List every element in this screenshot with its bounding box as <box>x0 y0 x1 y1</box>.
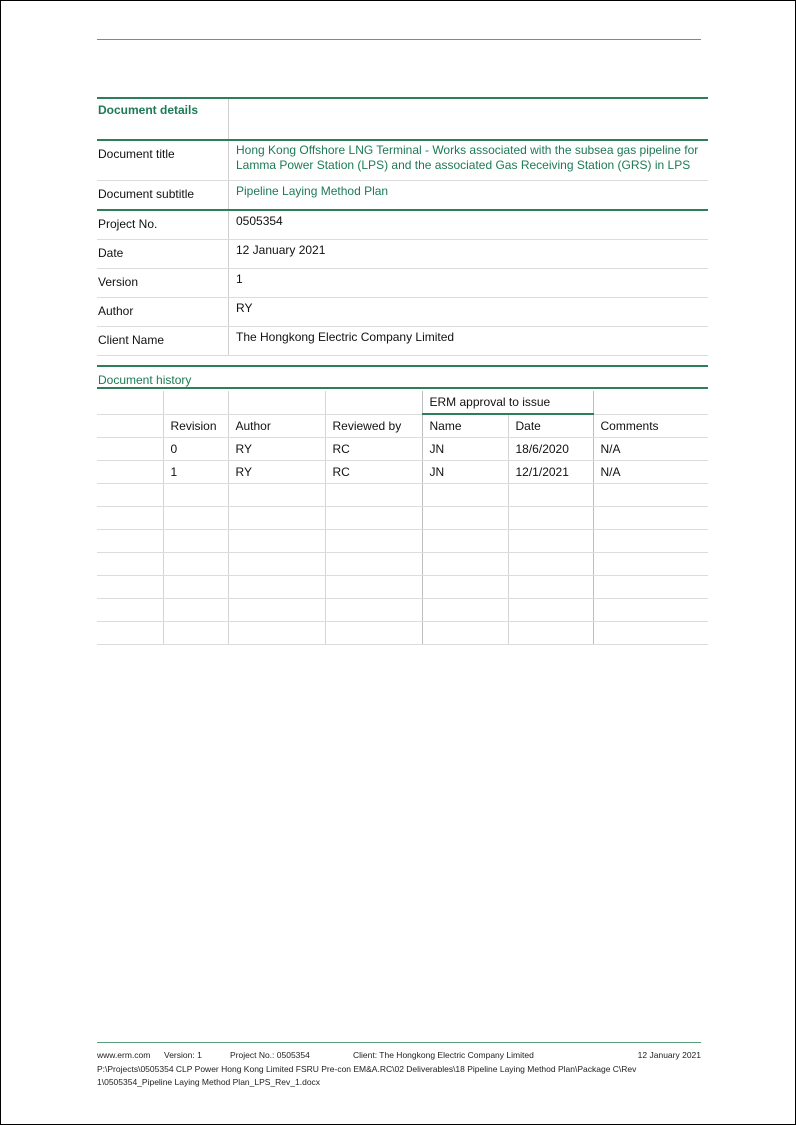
history-cell <box>228 599 325 622</box>
history-cell <box>325 391 422 414</box>
page-footer <box>97 1050 701 1089</box>
cell-name: JN <box>422 438 508 461</box>
history-cell <box>422 599 508 622</box>
history-cell <box>508 576 593 599</box>
value-document-subtitle: Pipeline Laying Method Plan <box>229 181 709 211</box>
footer-rule <box>97 1042 701 1043</box>
footer-website: www.erm.com <box>97 1050 151 1060</box>
details-row-author <box>97 298 708 327</box>
value-client-name: The Hongkong Electric Company Limited <box>229 327 709 356</box>
cell-comments: N/A <box>593 438 708 461</box>
history-cell <box>593 553 708 576</box>
cell-date: 18/6/2020 <box>508 438 593 461</box>
label-author: Author <box>97 298 229 327</box>
cell-author: RY <box>228 461 325 484</box>
value-project-no: 0505354 <box>229 210 709 240</box>
details-row-date <box>97 240 708 269</box>
col-comments: Comments <box>593 414 708 438</box>
history-cell <box>228 576 325 599</box>
col-author: Author <box>228 414 325 438</box>
label-client-name: Client Name <box>97 327 229 356</box>
footer-version: Version: 1 <box>164 1050 202 1060</box>
history-cell <box>593 599 708 622</box>
history-cell <box>508 553 593 576</box>
history-cell <box>97 553 163 576</box>
history-cell <box>593 391 708 414</box>
empty-row <box>97 484 708 507</box>
label-document-title: Document title <box>97 140 229 181</box>
table-row <box>97 438 708 461</box>
history-cell <box>97 484 163 507</box>
details-row-project <box>97 210 708 240</box>
history-header-row <box>97 414 708 438</box>
history-cell <box>508 622 593 645</box>
history-cell <box>508 599 593 622</box>
history-cell <box>163 576 228 599</box>
history-cell <box>325 484 422 507</box>
details-row-subtitle <box>97 181 708 211</box>
col-reviewed-by: Reviewed by <box>325 414 422 438</box>
footer-date: 12 January 2021 <box>637 1050 701 1060</box>
empty-row <box>97 553 708 576</box>
empty-row <box>97 622 708 645</box>
col-revision: Revision <box>163 414 228 438</box>
details-heading-value <box>229 98 709 140</box>
history-cell <box>325 599 422 622</box>
value-document-title: Hong Kong Offshore LNG Terminal - Works associated with the subsea gas pipeline for Lamma Power Station (LPS) and the associated Gas Receiving Station (GRS) in LPS <box>229 140 709 181</box>
label-version: Version <box>97 269 229 298</box>
history-cell <box>97 507 163 530</box>
footer-row <box>97 1050 701 1062</box>
erm-approval-header: ERM approval to issue <box>422 391 593 414</box>
cell-reviewed-by: RC <box>325 438 422 461</box>
cell-revision: 0 <box>163 438 228 461</box>
history-cell <box>97 414 163 438</box>
history-cell <box>228 507 325 530</box>
history-cell <box>228 484 325 507</box>
empty-row <box>97 507 708 530</box>
value-version: 1 <box>229 269 709 298</box>
footer-project: Project No.: 0505354 <box>230 1050 310 1060</box>
empty-row <box>97 599 708 622</box>
cell-author: RY <box>228 438 325 461</box>
empty-row <box>97 576 708 599</box>
history-cell <box>228 553 325 576</box>
value-author: RY <box>229 298 709 327</box>
history-cell <box>97 622 163 645</box>
history-cell <box>228 391 325 414</box>
cell-reviewed-by: RC <box>325 461 422 484</box>
history-cell <box>163 484 228 507</box>
history-cell <box>325 507 422 530</box>
history-cell <box>593 484 708 507</box>
cell-name: JN <box>422 461 508 484</box>
history-cell <box>163 391 228 414</box>
value-date: 12 January 2021 <box>229 240 709 269</box>
history-cell <box>325 553 422 576</box>
cell-comments: N/A <box>593 461 708 484</box>
label-document-subtitle: Document subtitle <box>97 181 229 211</box>
history-cell <box>163 507 228 530</box>
history-cell <box>325 622 422 645</box>
history-cell <box>422 553 508 576</box>
history-cell <box>593 507 708 530</box>
history-cell <box>593 576 708 599</box>
header-rule <box>97 39 701 40</box>
history-cell <box>508 530 593 553</box>
history-cell <box>508 507 593 530</box>
empty-row <box>97 530 708 553</box>
details-row-title <box>97 140 708 181</box>
history-cell <box>422 622 508 645</box>
history-cell <box>422 530 508 553</box>
document-details-table <box>97 97 708 356</box>
label-project-no: Project No. <box>97 210 229 240</box>
col-date: Date <box>508 414 593 438</box>
history-cell <box>163 599 228 622</box>
history-cell <box>163 622 228 645</box>
table-row <box>97 461 708 484</box>
history-cell <box>228 622 325 645</box>
history-cell <box>163 530 228 553</box>
history-group-row <box>97 391 708 414</box>
details-row-client <box>97 327 708 356</box>
footer-client: Client: The Hongkong Electric Company Limited <box>353 1050 534 1060</box>
history-cell <box>97 461 163 484</box>
history-cell <box>593 530 708 553</box>
history-cell <box>422 507 508 530</box>
history-cell <box>422 484 508 507</box>
history-cell <box>97 530 163 553</box>
details-heading: Document details <box>97 98 229 140</box>
footer-file-path: P:\Projects\0505354 CLP Power Hong Kong Limited FSRU Pre-con EM&A.RC\02 Deliverables\18 Pipeline Laying Method Plan\Package C\Rev 1\0505354_Pipeline Laying Method Plan_LPS_Rev_1.docx <box>97 1064 637 1087</box>
history-cell <box>508 484 593 507</box>
history-cell <box>163 553 228 576</box>
document-history-heading: Document history <box>97 365 708 389</box>
history-cell <box>422 576 508 599</box>
document-history-table <box>97 391 708 645</box>
history-cell <box>97 391 163 414</box>
history-cell <box>228 530 325 553</box>
cell-date: 12/1/2021 <box>508 461 593 484</box>
history-cell <box>97 438 163 461</box>
cell-revision: 1 <box>163 461 228 484</box>
history-cell <box>97 576 163 599</box>
history-cell <box>97 599 163 622</box>
details-heading-row <box>97 98 708 140</box>
history-cell <box>593 622 708 645</box>
label-date: Date <box>97 240 229 269</box>
history-cell <box>325 576 422 599</box>
history-cell <box>325 530 422 553</box>
details-row-version <box>97 269 708 298</box>
col-name: Name <box>422 414 508 438</box>
